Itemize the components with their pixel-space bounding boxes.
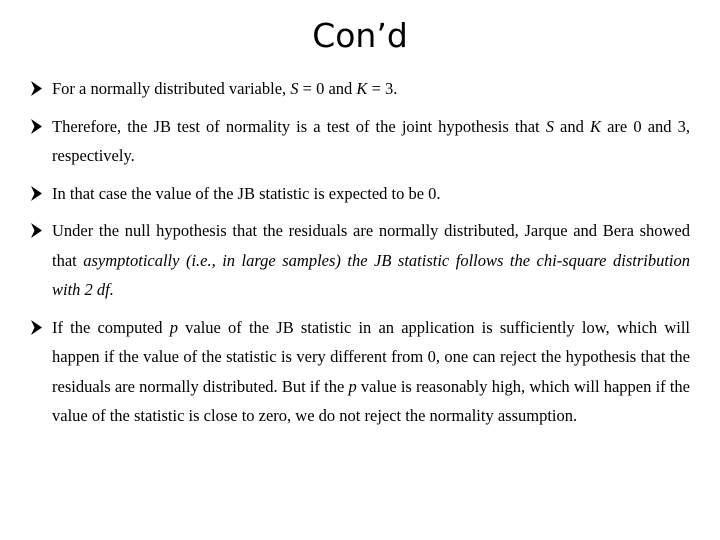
text-run: and [553,116,590,136]
italic-text-run: asymptotically (i.e., in large samples) the JB statistic follows the chi-square distribution with 2 df. [52,250,690,299]
bullet-text [52,117,690,166]
bullet-text [52,318,690,426]
bullet-item [30,74,690,104]
text-run: In that case the value of the JB statistic is expected to be 0. [52,183,441,203]
italic-text-run: p [348,376,357,396]
bullet-item [30,112,690,171]
bullet-item [30,313,690,431]
bullet-item [30,179,690,209]
text-run: = 0 and [298,79,357,98]
arrowhead-bullet-icon [30,216,45,245]
italic-text-run: S [290,79,299,98]
italic-text-run: S [545,116,554,136]
italic-text-run: K [356,79,368,98]
text-run: value of the JB statistic in an application is sufficiently low, which will happen if the value of the statistic is very different from 0, one can reject the hypothesis that the residuals are normally distributed. But if the [52,317,690,396]
text-run: Under the null hypothesis that the residuals are normally distributed, Jarque and Bera showed that [52,221,690,270]
text-run: Therefore, the JB test of normality is a test of the joint hypothesis that [52,116,546,136]
arrowhead-bullet-icon [30,74,45,103]
arrowhead-bullet-icon [30,179,45,208]
bullet-item [30,216,690,305]
text-run: If the computed [52,317,170,337]
arrowhead-bullet-icon [30,112,45,141]
bullet-text [52,184,441,203]
italic-text-run: p [169,317,178,337]
arrowhead-bullet-icon [30,313,45,342]
text-run: value is reasonably high, which will happen if the value of the statistic is close to zero, we do not reject the normality assumption. [52,376,690,425]
text-run: = 3. [367,79,398,98]
slide-title: Con’d [312,16,408,55]
bullet-list [30,74,690,439]
bullet-text [52,221,690,299]
text-run: For a normally distributed variable, [52,79,291,98]
bullet-text [52,79,397,98]
italic-text-run: K [589,116,601,136]
text-run: are 0 and 3, respectively. [52,116,690,165]
